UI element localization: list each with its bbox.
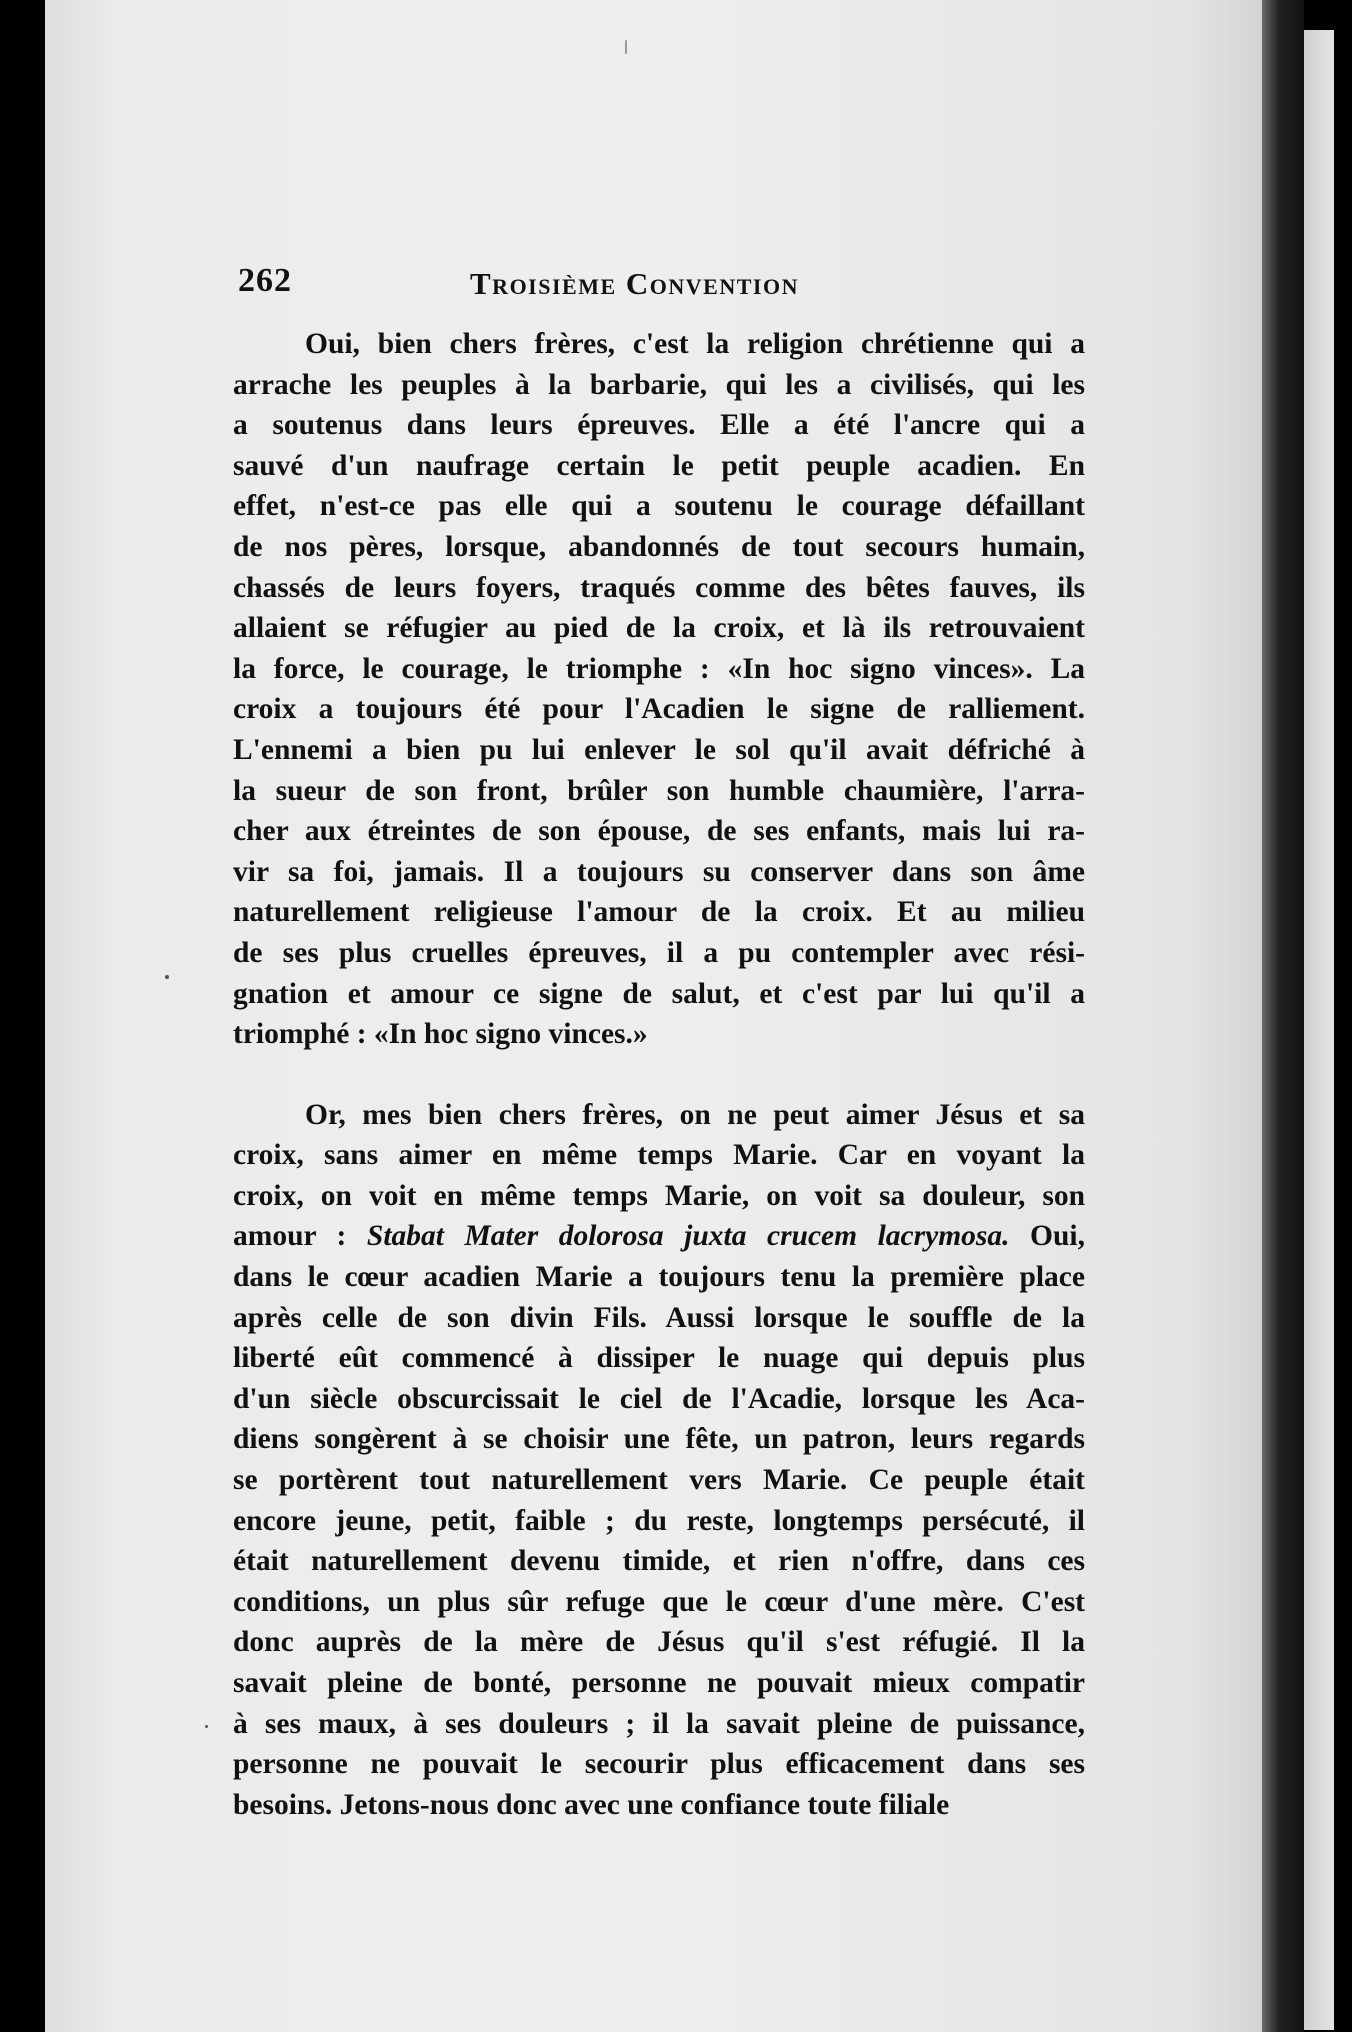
text-line: la force, le courage, le triomphe : «In hoc signo vinces». La: [233, 652, 1085, 685]
body-text: [233, 324, 1085, 1825]
binding-gutter: [1262, 0, 1304, 2032]
text-line-latin: [233, 1216, 1085, 1257]
text-line: vir sa foi, jamais. Il a toujours su conserver dans son âme: [233, 855, 1085, 888]
text-line: diens songèrent à se choisir une fête, un patron, leurs regards: [233, 1423, 1085, 1456]
text-line: de ses plus cruelles épreuves, il a pu contempler avec rési-: [233, 936, 1085, 969]
text-line: Oui, bien chers frères, c'est la religion chrétienne qui a: [305, 328, 1085, 360]
text-line: gnation et amour ce signe de salut, et c'est par lui qu'il a: [233, 977, 1085, 1010]
text-line: la sueur de son front, brûler son humble chaumière, l'arra-: [233, 774, 1085, 807]
text-line: L'ennemi a bien pu lui enlever le sol qu'il avait défriché à: [233, 733, 1085, 766]
text-line: donc auprès de la mère de Jésus qu'il s'est réfugié. Il la: [233, 1626, 1085, 1659]
text-line: dans le cœur acadien Marie a toujours tenu la première place: [233, 1261, 1085, 1294]
paragraph-1: [233, 324, 1085, 1055]
running-title: Troisième Convention: [470, 266, 799, 301]
text-line: allaient se réfugier au pied de la croix, et là ils retrouvaient: [233, 612, 1085, 645]
facing-page-edge: [1304, 30, 1334, 2030]
text-line: cher aux étreintes de son épouse, de ses enfants, mais lui ra-: [233, 815, 1085, 848]
text-line: sauvé d'un naufrage certain le petit peuple acadien. En: [233, 449, 1085, 482]
text-line: de nos pères, lorsque, abandonnés de tout secours humain,: [233, 530, 1085, 563]
page-number: 262: [238, 262, 292, 299]
text-line: chassés de leurs foyers, traqués comme des bêtes fauves, ils: [233, 571, 1085, 604]
text-line: a soutenus dans leurs épreuves. Elle a été l'ancre qui a: [233, 409, 1085, 442]
text-line: savait pleine de bonté, personne ne pouvait mieux compatir: [233, 1667, 1085, 1699]
text-line: croix, on voit en même temps Marie, on voit sa douleur, son: [233, 1179, 1085, 1212]
text-line: liberté eût commencé à dissiper le nuage qui depuis plus: [233, 1342, 1085, 1375]
paragraph-2: [233, 1095, 1085, 1826]
text-line: naturellement religieuse l'amour de la croix. Et au milieu: [233, 896, 1085, 929]
scan-speck: [165, 975, 169, 979]
page-header: [238, 262, 1098, 312]
text-line: après celle de son divin Fils. Aussi lorsque le souffle de la: [233, 1301, 1085, 1334]
text-line: croix, sans aimer en même temps Marie. Car en voyant la: [233, 1139, 1085, 1172]
text-line: à ses maux, à ses douleurs ; il la savait pleine de puissance,: [233, 1707, 1085, 1740]
text-line: était naturellement devenu timide, et rien n'offre, dans ces: [233, 1545, 1085, 1578]
text-line: effet, n'est-ce pas elle qui a soutenu le courage défaillant: [233, 490, 1085, 523]
text-line: conditions, un plus sûr refuge que le cœur d'une mère. C'est: [233, 1585, 1085, 1618]
text-line: arrache les peuples à la barbarie, qui les a civilisés, qui les: [233, 368, 1085, 401]
latin-quote: Stabat Mater dolorosa juxta crucem lacrymosa.: [366, 1220, 1010, 1253]
text-line: personne ne pouvait le secourir plus efficacement dans ses: [233, 1748, 1085, 1781]
text-line: d'un siècle obscurcissait le ciel de l'Acadie, lorsque les Aca-: [233, 1382, 1085, 1415]
text-line: croix a toujours été pour l'Acadien le signe de ralliement.: [233, 693, 1085, 726]
scan-speck: [625, 40, 627, 54]
latin-line-suffix: Oui,: [1009, 1220, 1085, 1253]
text-line: se portèrent tout naturellement vers Marie. Ce peuple était: [233, 1464, 1085, 1497]
latin-line-prefix: amour :: [233, 1220, 367, 1253]
text-line: encore jeune, petit, faible ; du reste, longtemps persécuté, il: [233, 1504, 1085, 1537]
scan-speck: [205, 1725, 208, 1728]
text-line: besoins. Jetons-nous donc avec une confiance toute filiale: [233, 1788, 950, 1821]
text-line: triomphé : «In hoc signo vinces.»: [233, 1018, 648, 1051]
text-line: Or, mes bien chers frères, on ne peut aimer Jésus et sa: [305, 1098, 1085, 1131]
